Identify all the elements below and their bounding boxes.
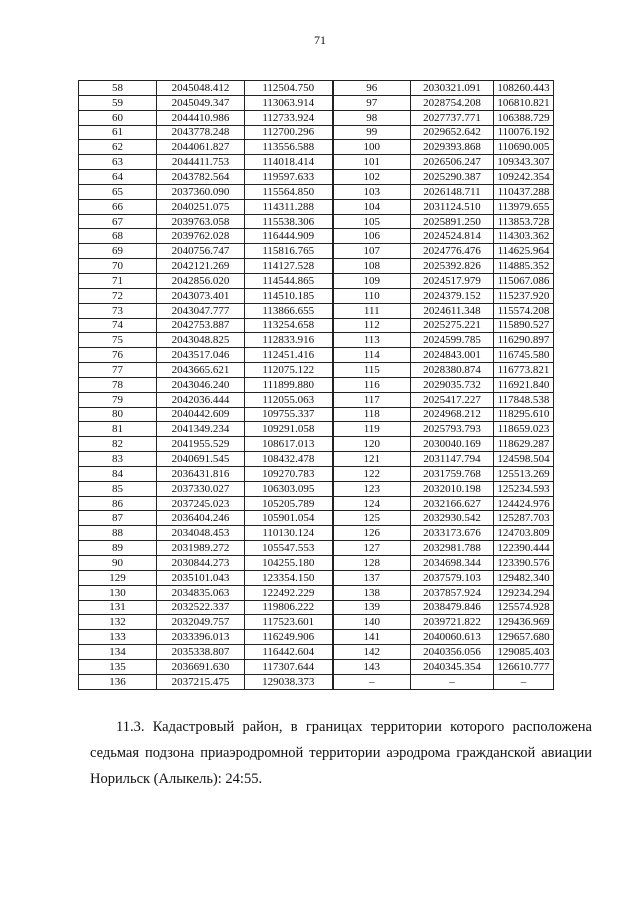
- coordinates-table-body: [79, 81, 554, 690]
- y-coordinate-cell: 105205.789: [245, 496, 333, 511]
- table-row: [79, 81, 554, 96]
- point-number-cell: 123: [333, 481, 411, 496]
- y-coordinate-cell: 108432.478: [245, 452, 333, 467]
- x-coordinate-cell: 2039721.822: [411, 615, 494, 630]
- point-number-cell: 116: [333, 377, 411, 392]
- x-coordinate-cell: 2038479.846: [411, 600, 494, 615]
- x-coordinate-cell: 2029035.732: [411, 377, 494, 392]
- y-coordinate-cell: 110130.124: [245, 526, 333, 541]
- table-row: [79, 674, 554, 689]
- table-row: [79, 526, 554, 541]
- point-number-cell: 84: [79, 466, 157, 481]
- x-coordinate-cell: 2040356.056: [411, 645, 494, 660]
- point-number-cell: 132: [79, 615, 157, 630]
- point-number-cell: 97: [333, 95, 411, 110]
- point-number-cell: 100: [333, 140, 411, 155]
- point-number-cell: 117: [333, 392, 411, 407]
- y-coordinate-cell: 106388.729: [494, 110, 554, 125]
- point-number-cell: 104: [333, 199, 411, 214]
- x-coordinate-cell: 2040345.354: [411, 659, 494, 674]
- x-coordinate-cell: 2030321.091: [411, 81, 494, 96]
- y-coordinate-cell: 109755.337: [245, 407, 333, 422]
- y-coordinate-cell: 110690.005: [494, 140, 554, 155]
- y-coordinate-cell: 113866.655: [245, 303, 333, 318]
- point-number-cell: 121: [333, 452, 411, 467]
- y-coordinate-cell: 111899.880: [245, 377, 333, 392]
- table-row: [79, 140, 554, 155]
- y-coordinate-cell: 129482.340: [494, 570, 554, 585]
- x-coordinate-cell: 2040251.075: [157, 199, 245, 214]
- x-coordinate-cell: 2024599.785: [411, 333, 494, 348]
- y-coordinate-cell: 112451.416: [245, 348, 333, 363]
- x-coordinate-cell: 2037579.103: [411, 570, 494, 585]
- y-coordinate-cell: 116444.909: [245, 229, 333, 244]
- y-coordinate-cell: 125287.703: [494, 511, 554, 526]
- table-row: [79, 155, 554, 170]
- table-row: [79, 407, 554, 422]
- x-coordinate-cell: 2044410.986: [157, 110, 245, 125]
- x-coordinate-cell: 2040442.609: [157, 407, 245, 422]
- point-number-cell: 141: [333, 630, 411, 645]
- y-coordinate-cell: 118659.023: [494, 422, 554, 437]
- point-number-cell: 131: [79, 600, 157, 615]
- y-coordinate-cell: 123354.150: [245, 570, 333, 585]
- point-number-cell: 75: [79, 333, 157, 348]
- y-coordinate-cell: 112075.122: [245, 363, 333, 378]
- point-number-cell: 113: [333, 333, 411, 348]
- point-number-cell: 129: [79, 570, 157, 585]
- point-number-cell: 99: [333, 125, 411, 140]
- x-coordinate-cell: 2036404.246: [157, 511, 245, 526]
- y-coordinate-cell: 112055.063: [245, 392, 333, 407]
- x-coordinate-cell: 2032049.757: [157, 615, 245, 630]
- table-row: [79, 348, 554, 363]
- point-number-cell: 88: [79, 526, 157, 541]
- point-number-cell: 136: [79, 674, 157, 689]
- y-coordinate-cell: 115237.920: [494, 288, 554, 303]
- x-coordinate-cell: 2031759.768: [411, 466, 494, 481]
- point-number-cell: 128: [333, 556, 411, 571]
- point-number-cell: 103: [333, 184, 411, 199]
- point-number-cell: 135: [79, 659, 157, 674]
- x-coordinate-cell: 2043665.621: [157, 363, 245, 378]
- x-coordinate-cell: 2043047.777: [157, 303, 245, 318]
- x-coordinate-cell: 2045048.412: [157, 81, 245, 96]
- point-number-cell: 105: [333, 214, 411, 229]
- point-number-cell: 114: [333, 348, 411, 363]
- table-row: [79, 110, 554, 125]
- y-coordinate-cell: 119597.633: [245, 170, 333, 185]
- y-coordinate-cell: 124424.976: [494, 496, 554, 511]
- y-coordinate-cell: 117523.601: [245, 615, 333, 630]
- x-coordinate-cell: 2045049.347: [157, 95, 245, 110]
- point-number-cell: 120: [333, 437, 411, 452]
- y-coordinate-cell: 122492.229: [245, 585, 333, 600]
- x-coordinate-cell: 2043782.564: [157, 170, 245, 185]
- y-coordinate-cell: 116773.821: [494, 363, 554, 378]
- point-number-cell: 66: [79, 199, 157, 214]
- y-coordinate-cell: 114625.964: [494, 244, 554, 259]
- x-coordinate-cell: 2043046.240: [157, 377, 245, 392]
- x-coordinate-cell: 2034048.453: [157, 526, 245, 541]
- x-coordinate-cell: 2026148.711: [411, 184, 494, 199]
- y-coordinate-cell: 109291.058: [245, 422, 333, 437]
- point-number-cell: 143: [333, 659, 411, 674]
- point-number-cell: 106: [333, 229, 411, 244]
- table-row: [79, 541, 554, 556]
- x-coordinate-cell: 2037360.090: [157, 184, 245, 199]
- table-row: [79, 556, 554, 571]
- point-number-cell: 62: [79, 140, 157, 155]
- y-coordinate-cell: 123390.576: [494, 556, 554, 571]
- table-row: [79, 437, 554, 452]
- y-coordinate-cell: 105547.553: [245, 541, 333, 556]
- y-coordinate-cell: 109242.354: [494, 170, 554, 185]
- point-number-cell: 80: [79, 407, 157, 422]
- table-row: [79, 170, 554, 185]
- point-number-cell: 119: [333, 422, 411, 437]
- x-coordinate-cell: 2030040.169: [411, 437, 494, 452]
- x-coordinate-cell: 2028754.208: [411, 95, 494, 110]
- point-number-cell: 112: [333, 318, 411, 333]
- x-coordinate-cell: 2034698.344: [411, 556, 494, 571]
- table-row: [79, 318, 554, 333]
- table-row: [79, 659, 554, 674]
- point-number-cell: 89: [79, 541, 157, 556]
- y-coordinate-cell: 108260.443: [494, 81, 554, 96]
- y-coordinate-cell: 124598.504: [494, 452, 554, 467]
- y-coordinate-cell: 113853.728: [494, 214, 554, 229]
- y-coordinate-cell: 117307.644: [245, 659, 333, 674]
- point-number-cell: 134: [79, 645, 157, 660]
- x-coordinate-cell: 2032522.337: [157, 600, 245, 615]
- point-number-cell: 70: [79, 259, 157, 274]
- table-row: [79, 244, 554, 259]
- x-coordinate-cell: 2035101.043: [157, 570, 245, 585]
- x-coordinate-cell: 2024776.476: [411, 244, 494, 259]
- x-coordinate-cell: 2041349.234: [157, 422, 245, 437]
- table-row: [79, 303, 554, 318]
- page-number: 71: [314, 33, 326, 47]
- y-coordinate-cell: 114544.865: [245, 273, 333, 288]
- point-number-cell: 130: [79, 585, 157, 600]
- point-number-cell: 76: [79, 348, 157, 363]
- table-row: [79, 496, 554, 511]
- point-number-cell: 111: [333, 303, 411, 318]
- point-number-cell: 87: [79, 511, 157, 526]
- table-row: [79, 377, 554, 392]
- point-number-cell: 78: [79, 377, 157, 392]
- y-coordinate-cell: 125574.928: [494, 600, 554, 615]
- y-coordinate-cell: 106303.095: [245, 481, 333, 496]
- point-number-cell: 79: [79, 392, 157, 407]
- x-coordinate-cell: 2039762.028: [157, 229, 245, 244]
- table-row: [79, 214, 554, 229]
- x-coordinate-cell: 2042121.269: [157, 259, 245, 274]
- y-coordinate-cell: 115574.208: [494, 303, 554, 318]
- y-coordinate-cell: 114885.352: [494, 259, 554, 274]
- point-number-cell: 67: [79, 214, 157, 229]
- x-coordinate-cell: 2043778.248: [157, 125, 245, 140]
- table-row: [79, 481, 554, 496]
- y-coordinate-cell: 105901.054: [245, 511, 333, 526]
- table-row: [79, 600, 554, 615]
- x-coordinate-cell: 2040060.613: [411, 630, 494, 645]
- y-coordinate-cell: 104255.180: [245, 556, 333, 571]
- point-number-cell: 115: [333, 363, 411, 378]
- y-coordinate-cell: 113063.914: [245, 95, 333, 110]
- table-row: [79, 452, 554, 467]
- y-coordinate-cell: 115816.765: [245, 244, 333, 259]
- y-coordinate-cell: 109343.307: [494, 155, 554, 170]
- table-row: [79, 95, 554, 110]
- point-number-cell: 73: [79, 303, 157, 318]
- table-row: [79, 570, 554, 585]
- x-coordinate-cell: 2033396.013: [157, 630, 245, 645]
- x-coordinate-cell: 2032010.198: [411, 481, 494, 496]
- point-number-cell: 68: [79, 229, 157, 244]
- x-coordinate-cell: 2024968.212: [411, 407, 494, 422]
- x-coordinate-cell: 2025275.221: [411, 318, 494, 333]
- x-coordinate-cell: 2036691.630: [157, 659, 245, 674]
- x-coordinate-cell: 2042753.887: [157, 318, 245, 333]
- x-coordinate-cell: 2029652.642: [411, 125, 494, 140]
- y-coordinate-cell: 125513.269: [494, 466, 554, 481]
- x-coordinate-cell: 2025290.387: [411, 170, 494, 185]
- point-number-cell: 140: [333, 615, 411, 630]
- x-coordinate-cell: 2024524.814: [411, 229, 494, 244]
- point-number-cell: –: [333, 674, 411, 689]
- x-coordinate-cell: 2043048.825: [157, 333, 245, 348]
- y-coordinate-cell: 115538.306: [245, 214, 333, 229]
- x-coordinate-cell: 2035338.807: [157, 645, 245, 660]
- x-coordinate-cell: 2030844.273: [157, 556, 245, 571]
- point-number-cell: 86: [79, 496, 157, 511]
- point-number-cell: 74: [79, 318, 157, 333]
- y-coordinate-cell: 122390.444: [494, 541, 554, 556]
- x-coordinate-cell: 2031124.510: [411, 199, 494, 214]
- x-coordinate-cell: 2031989.272: [157, 541, 245, 556]
- x-coordinate-cell: –: [411, 674, 494, 689]
- table-row: [79, 422, 554, 437]
- table-row: [79, 363, 554, 378]
- y-coordinate-cell: 112733.924: [245, 110, 333, 125]
- table-row: [79, 615, 554, 630]
- point-number-cell: 108: [333, 259, 411, 274]
- x-coordinate-cell: 2039763.058: [157, 214, 245, 229]
- x-coordinate-cell: 2024517.979: [411, 273, 494, 288]
- x-coordinate-cell: 2037215.475: [157, 674, 245, 689]
- point-number-cell: 127: [333, 541, 411, 556]
- x-coordinate-cell: 2031147.794: [411, 452, 494, 467]
- x-coordinate-cell: 2024843.001: [411, 348, 494, 363]
- point-number-cell: 59: [79, 95, 157, 110]
- point-number-cell: 122: [333, 466, 411, 481]
- point-number-cell: 58: [79, 81, 157, 96]
- x-coordinate-cell: 2037245.023: [157, 496, 245, 511]
- y-coordinate-cell: 112700.296: [245, 125, 333, 140]
- x-coordinate-cell: 2041955.529: [157, 437, 245, 452]
- x-coordinate-cell: 2025891.250: [411, 214, 494, 229]
- point-number-cell: 60: [79, 110, 157, 125]
- point-number-cell: 109: [333, 273, 411, 288]
- x-coordinate-cell: 2044411.753: [157, 155, 245, 170]
- point-number-cell: 90: [79, 556, 157, 571]
- y-coordinate-cell: 116442.604: [245, 645, 333, 660]
- table-row: [79, 585, 554, 600]
- table-row: [79, 630, 554, 645]
- point-number-cell: 63: [79, 155, 157, 170]
- table-row: [79, 288, 554, 303]
- point-number-cell: 98: [333, 110, 411, 125]
- point-number-cell: 107: [333, 244, 411, 259]
- x-coordinate-cell: 2034835.063: [157, 585, 245, 600]
- y-coordinate-cell: 119806.222: [245, 600, 333, 615]
- x-coordinate-cell: 2024611.348: [411, 303, 494, 318]
- x-coordinate-cell: 2027737.771: [411, 110, 494, 125]
- table-row: [79, 199, 554, 214]
- y-coordinate-cell: 114303.362: [494, 229, 554, 244]
- x-coordinate-cell: 2036431.816: [157, 466, 245, 481]
- x-coordinate-cell: 2042036.444: [157, 392, 245, 407]
- x-coordinate-cell: 2024379.152: [411, 288, 494, 303]
- y-coordinate-cell: 125234.593: [494, 481, 554, 496]
- y-coordinate-cell: 114311.288: [245, 199, 333, 214]
- y-coordinate-cell: 118629.287: [494, 437, 554, 452]
- x-coordinate-cell: 2026506.247: [411, 155, 494, 170]
- point-number-cell: 96: [333, 81, 411, 96]
- y-coordinate-cell: 112833.916: [245, 333, 333, 348]
- cadastral-district-paragraph: 11.3. Кадастровый район, в границах территории которого расположена седьмая подзона приаэродромной территории аэродрома гражданской авиации Норильск (Алыкель): 24:55.: [90, 719, 592, 787]
- table-row: [79, 466, 554, 481]
- point-number-cell: 83: [79, 452, 157, 467]
- point-number-cell: 81: [79, 422, 157, 437]
- y-coordinate-cell: 118295.610: [494, 407, 554, 422]
- x-coordinate-cell: 2037857.924: [411, 585, 494, 600]
- point-number-cell: 118: [333, 407, 411, 422]
- y-coordinate-cell: 106810.821: [494, 95, 554, 110]
- y-coordinate-cell: 114127.528: [245, 259, 333, 274]
- table-row: [79, 229, 554, 244]
- x-coordinate-cell: 2037330.027: [157, 481, 245, 496]
- point-number-cell: 82: [79, 437, 157, 452]
- table-row: [79, 259, 554, 274]
- point-number-cell: 77: [79, 363, 157, 378]
- y-coordinate-cell: 114018.414: [245, 155, 333, 170]
- y-coordinate-cell: 129657.680: [494, 630, 554, 645]
- point-number-cell: 72: [79, 288, 157, 303]
- y-coordinate-cell: 115564.850: [245, 184, 333, 199]
- point-number-cell: 85: [79, 481, 157, 496]
- point-number-cell: 125: [333, 511, 411, 526]
- x-coordinate-cell: 2043073.401: [157, 288, 245, 303]
- x-coordinate-cell: 2025793.793: [411, 422, 494, 437]
- y-coordinate-cell: 129436.969: [494, 615, 554, 630]
- point-number-cell: 142: [333, 645, 411, 660]
- point-number-cell: 64: [79, 170, 157, 185]
- table-row: [79, 392, 554, 407]
- point-number-cell: 69: [79, 244, 157, 259]
- y-coordinate-cell: 117848.538: [494, 392, 554, 407]
- x-coordinate-cell: 2044061.827: [157, 140, 245, 155]
- y-coordinate-cell: 115890.527: [494, 318, 554, 333]
- point-number-cell: 126: [333, 526, 411, 541]
- x-coordinate-cell: 2029393.868: [411, 140, 494, 155]
- table-row: [79, 125, 554, 140]
- y-coordinate-cell: 114510.185: [245, 288, 333, 303]
- x-coordinate-cell: 2043517.046: [157, 348, 245, 363]
- y-coordinate-cell: 113254.658: [245, 318, 333, 333]
- point-number-cell: 137: [333, 570, 411, 585]
- point-number-cell: 124: [333, 496, 411, 511]
- point-number-cell: 133: [79, 630, 157, 645]
- table-row: [79, 511, 554, 526]
- x-coordinate-cell: 2032166.627: [411, 496, 494, 511]
- y-coordinate-cell: –: [494, 674, 554, 689]
- x-coordinate-cell: 2032981.788: [411, 541, 494, 556]
- x-coordinate-cell: 2025417.227: [411, 392, 494, 407]
- y-coordinate-cell: 116921.840: [494, 377, 554, 392]
- point-number-cell: 65: [79, 184, 157, 199]
- y-coordinate-cell: 109270.783: [245, 466, 333, 481]
- x-coordinate-cell: 2025392.826: [411, 259, 494, 274]
- point-number-cell: 71: [79, 273, 157, 288]
- coordinates-table: [78, 80, 554, 690]
- y-coordinate-cell: 115067.086: [494, 273, 554, 288]
- y-coordinate-cell: 116745.580: [494, 348, 554, 363]
- table-row: [79, 184, 554, 199]
- point-number-cell: 139: [333, 600, 411, 615]
- point-number-cell: 102: [333, 170, 411, 185]
- x-coordinate-cell: 2032930.542: [411, 511, 494, 526]
- y-coordinate-cell: 112504.750: [245, 81, 333, 96]
- x-coordinate-cell: 2028380.874: [411, 363, 494, 378]
- point-number-cell: 110: [333, 288, 411, 303]
- y-coordinate-cell: 129234.294: [494, 585, 554, 600]
- y-coordinate-cell: 113556.588: [245, 140, 333, 155]
- point-number-cell: 138: [333, 585, 411, 600]
- y-coordinate-cell: 108617.013: [245, 437, 333, 452]
- point-number-cell: 101: [333, 155, 411, 170]
- y-coordinate-cell: 126610.777: [494, 659, 554, 674]
- y-coordinate-cell: 124703.809: [494, 526, 554, 541]
- y-coordinate-cell: 110437.288: [494, 184, 554, 199]
- y-coordinate-cell: 116249.906: [245, 630, 333, 645]
- y-coordinate-cell: 110076.192: [494, 125, 554, 140]
- x-coordinate-cell: 2040691.545: [157, 452, 245, 467]
- x-coordinate-cell: 2040756.747: [157, 244, 245, 259]
- y-coordinate-cell: 113979.655: [494, 199, 554, 214]
- y-coordinate-cell: 116290.897: [494, 333, 554, 348]
- x-coordinate-cell: 2042856.020: [157, 273, 245, 288]
- y-coordinate-cell: 129038.373: [245, 674, 333, 689]
- table-row: [79, 333, 554, 348]
- y-coordinate-cell: 129085.403: [494, 645, 554, 660]
- table-row: [79, 645, 554, 660]
- table-row: [79, 273, 554, 288]
- point-number-cell: 61: [79, 125, 157, 140]
- x-coordinate-cell: 2033173.676: [411, 526, 494, 541]
